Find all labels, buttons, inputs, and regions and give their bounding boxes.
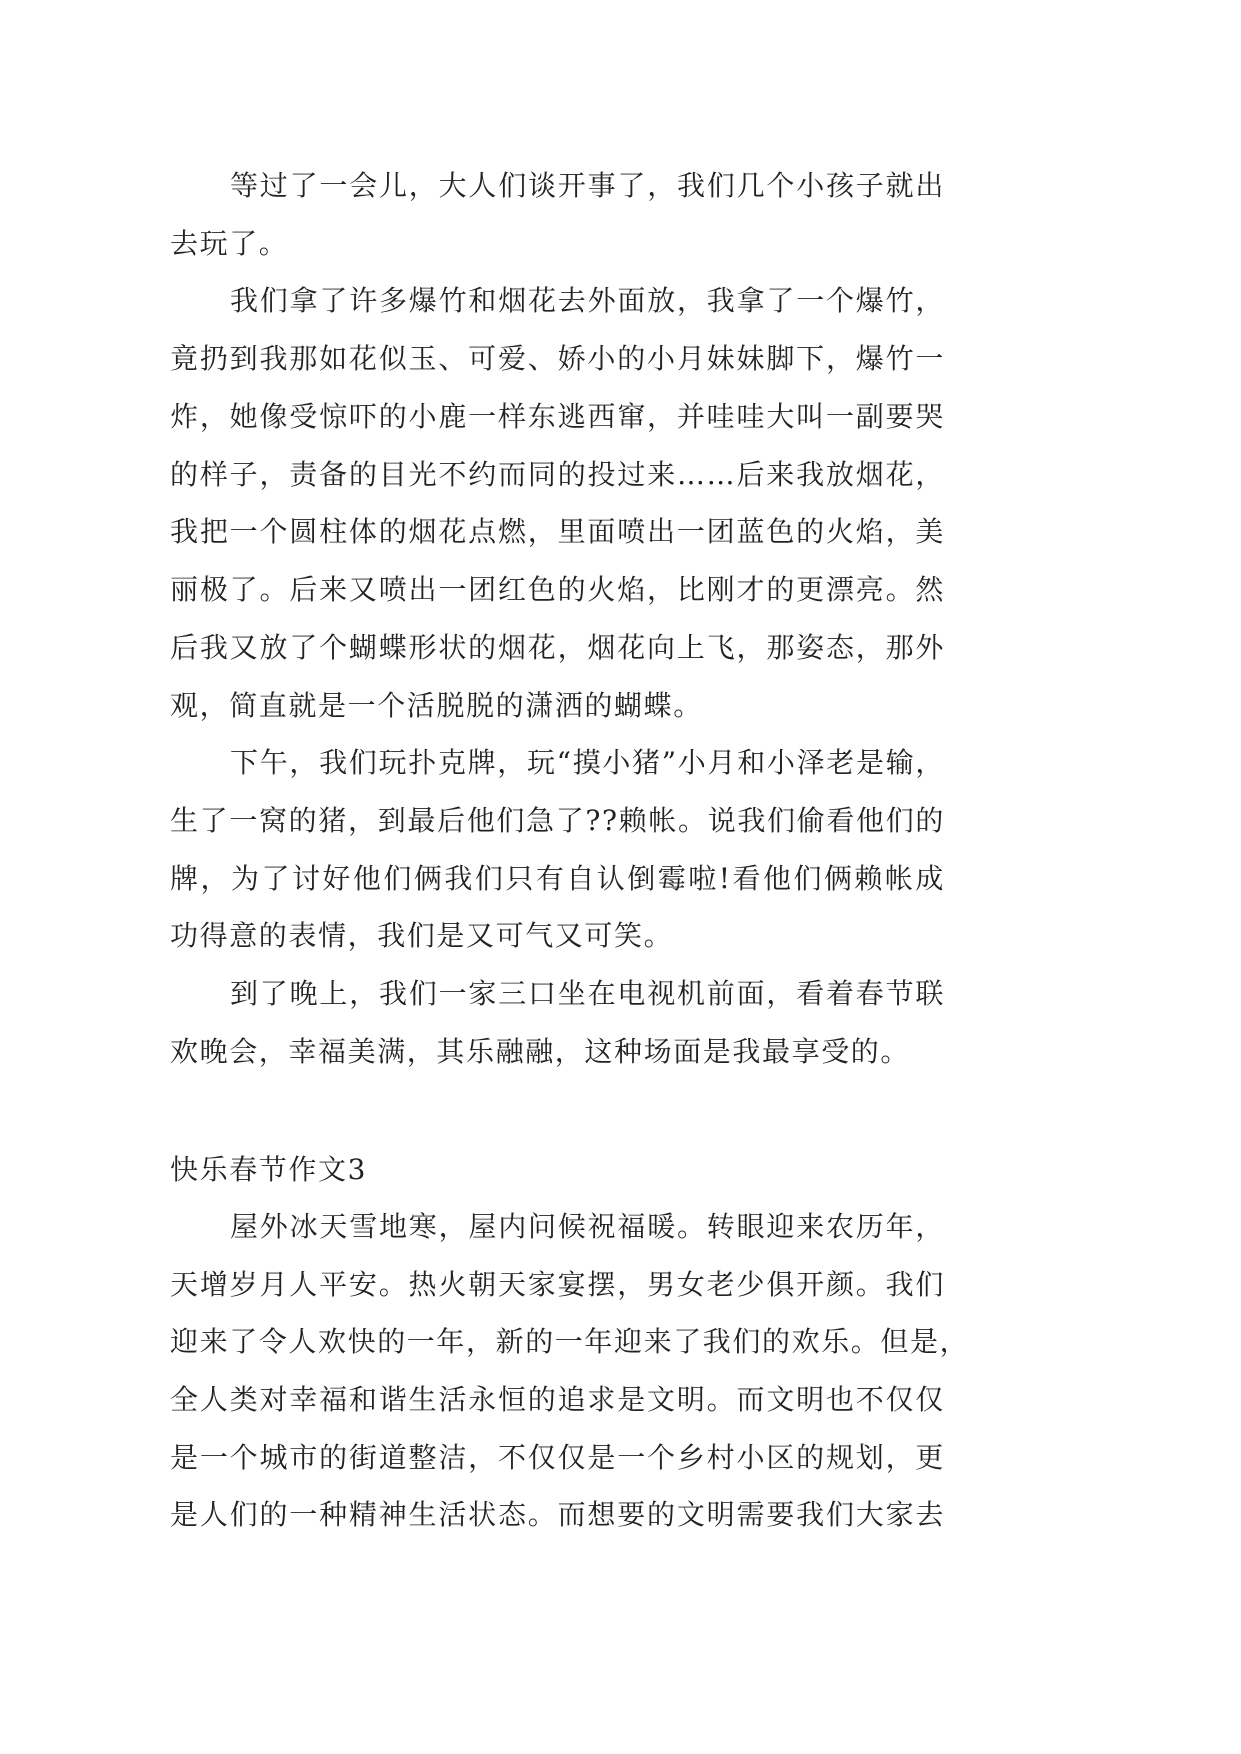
text-line: 的样子，责备的目光不约而同的投过来……后来我放烟花， (170, 458, 945, 491)
section-heading: 快乐春节作文3 (170, 1153, 368, 1186)
text-line: 欢晚会，幸福美满，其乐融融，这种场面是我最享受的。 (170, 1035, 911, 1068)
text-line: 全人类对幸福和谐生活永恒的追求是文明。而文明也不仅仅 (170, 1383, 945, 1416)
text-line: 下午，我们玩扑克牌，玩“摸小猪”小月和小泽老是输， (230, 746, 945, 779)
text-line: 功得意的表情，我们是又可气又可笑。 (170, 919, 674, 952)
text-line: 天增岁月人平安。热火朝天家宴摆，男女老少俱开颜。我们 (170, 1268, 945, 1301)
text-line: 我们拿了许多爆竹和烟花去外面放，我拿了一个爆竹， (230, 284, 945, 317)
text-line: 后我又放了个蝴蝶形状的烟花，烟花向上飞，那姿态，那外 (170, 631, 945, 664)
text-line: 丽极了。后来又喷出一团红色的火焰，比刚才的更漂亮。然 (170, 573, 945, 606)
text-line: 观，简直就是一个活脱脱的潇洒的蝴蝶。 (170, 689, 703, 722)
text-line: 到了晚上，我们一家三口坐在电视机前面，看着春节联 (230, 977, 945, 1010)
text-line: 炸，她像受惊吓的小鹿一样东逃西窜，并哇哇大叫一副要哭 (170, 400, 945, 433)
text-line: 去玩了。 (170, 227, 289, 260)
text-line: 是人们的一种精神生活状态。而想要的文明需要我们大家去 (170, 1498, 945, 1531)
text-line: 我把一个圆柱体的烟花点燃，里面喷出一团蓝色的火焰，美 (170, 515, 945, 548)
text-line: 屋外冰天雪地寒，屋内问候祝福暖。转眼迎来农历年， (230, 1210, 945, 1243)
text-line: 迎来了令人欢快的一年，新的一年迎来了我们的欢乐。但是， (170, 1325, 970, 1358)
text-line: 等过了一会儿，大人们谈开事了，我们几个小孩子就出 (230, 169, 945, 202)
text-line: 牌，为了讨好他们俩我们只有自认倒霉啦!看他们俩赖帐成 (170, 862, 945, 895)
text-line: 生了一窝的猪，到最后他们急了??赖帐。说我们偷看他们的 (170, 804, 945, 837)
text-line: 是一个城市的街道整洁，不仅仅是一个乡村小区的规划，更 (170, 1441, 945, 1474)
text-line: 竟扔到我那如花似玉、可爱、娇小的小月妹妹脚下，爆竹一 (170, 342, 945, 375)
